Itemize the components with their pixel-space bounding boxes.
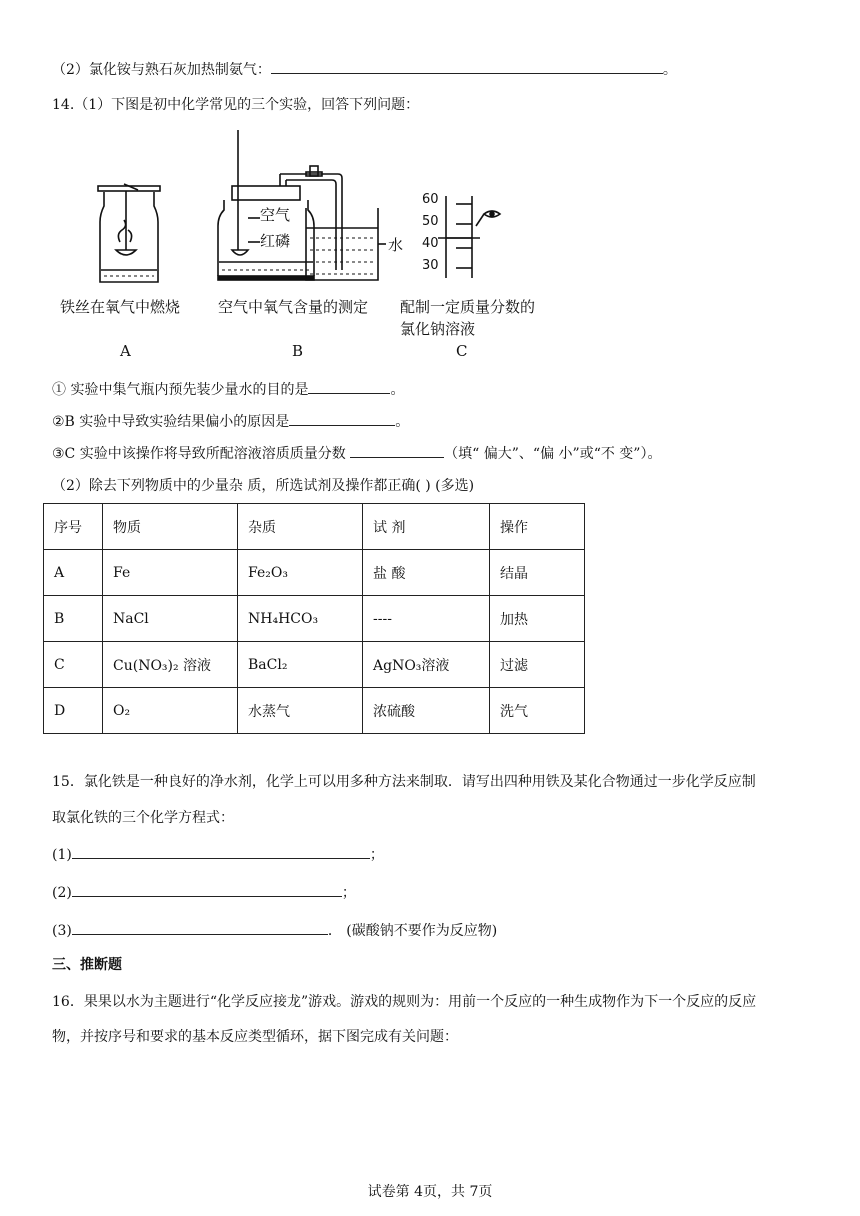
q14-sub1-blank[interactable] — [308, 379, 390, 394]
tick-50: 50 — [422, 214, 439, 229]
q16-line1: 16．果果以水为主题进行“化学反应接龙”游戏。游戏的规则为：用前一个反应的一种生成物作为下一个反应的反应 — [52, 994, 757, 1010]
q15-answer2: (2) ； — [52, 882, 356, 903]
table-cell: 加热 — [490, 596, 585, 642]
table-row — [44, 642, 585, 688]
header-cell: 杂质 — [238, 504, 363, 550]
tick-30: 30 — [422, 258, 439, 273]
tick-60: 60 — [422, 192, 439, 207]
table-cell: Fe — [103, 550, 238, 596]
q16-line2: 物，并按序号和要求的基本反应类型循环，据下图完成有关问题： — [52, 1029, 458, 1045]
table-cell: C — [44, 642, 103, 688]
q14-sub3: ③C 实验中该操作将导致所配溶液溶质质量分数 （填“ 偏大”、“偏 小”或“不 变”）。 — [52, 443, 661, 464]
table-cell: O₂ — [103, 688, 238, 734]
tick-40: 40 — [422, 236, 439, 251]
table-cell: NaCl — [103, 596, 238, 642]
table-cell: Cu(NO₃)₂ 溶液 — [103, 642, 238, 688]
caption-c-line2: 氯化钠溶液 — [400, 320, 476, 338]
q15-answer1-blank[interactable] — [72, 844, 370, 859]
q14-intro: 14.（1）下图是初中化学常见的三个实验，回答下列问题： — [52, 97, 420, 113]
table-cell: AgNO₃溶液 — [363, 642, 490, 688]
q15-answer1: (1) ； — [52, 844, 384, 865]
table-cell: 结晶 — [490, 550, 585, 596]
table-cell: NH₄HCO₃ — [238, 596, 363, 642]
table-header-row — [44, 504, 585, 550]
q14-sub2: ②B 实验中导致实验结果偏小的原因是 。 — [52, 411, 409, 432]
q15-answer2-blank[interactable] — [72, 882, 342, 897]
q13-part2-line: （2）氯化铵与熟石灰加热制氨气： 。 — [52, 59, 677, 80]
label-water: 水 — [388, 236, 404, 254]
impurity-table — [43, 503, 585, 734]
header-cell: 操作 — [490, 504, 585, 550]
q15-answer3: (3) ． (碳酸钠不要作为反应物) — [52, 920, 497, 941]
table-cell: D — [44, 688, 103, 734]
table-cell: 过滤 — [490, 642, 585, 688]
page-footer: 试卷第 4页，共 7页 — [367, 1184, 493, 1200]
table-cell: Fe₂O₃ — [238, 550, 363, 596]
q15-line2: 取氯化铁的三个化学方程式： — [52, 810, 234, 826]
table-cell: 水蒸气 — [238, 688, 363, 734]
table-cell: BaCl₂ — [238, 642, 363, 688]
table-cell: 洗气 — [490, 688, 585, 734]
q14-sub3-blank[interactable] — [350, 443, 444, 458]
letter-b: B — [292, 342, 304, 360]
table-cell: ---- — [363, 596, 490, 642]
label-air: 空气 — [260, 206, 291, 224]
q14-sub2-blank[interactable] — [289, 411, 395, 426]
q14-part2: （2）除去下列物质中的少量杂 质，所选试剂及操作都正确( ) (多选) — [52, 478, 475, 494]
q14-sub1: ① 实验中集气瓶内预先装少量水的目的是 。 — [52, 379, 404, 400]
table-cell: 浓硫酸 — [363, 688, 490, 734]
letter-a: A — [120, 342, 131, 360]
table-cell: A — [44, 550, 103, 596]
q13-answer-blank[interactable] — [271, 59, 663, 74]
label-red-phosphorus: 红磷 — [260, 232, 291, 250]
caption-b: 空气中氧气含量的测定 — [218, 298, 369, 316]
letter-c: C — [456, 342, 468, 360]
table-row — [44, 550, 585, 596]
caption-c-line1: 配制一定质量分数的 — [400, 298, 536, 316]
experiment-figure — [60, 130, 580, 374]
caption-a: 铁丝在氧气中燃烧 — [60, 298, 181, 316]
table-cell: 盐 酸 — [363, 550, 490, 596]
header-cell: 序号 — [44, 504, 103, 550]
table-row — [44, 596, 585, 642]
section-heading: 三、推断题 — [52, 957, 122, 973]
q15-line1: 15．氯化铁是一种良好的净水剂，化学上可以用多种方法来制取．请写出四种用铁及某化合物通过一步化学反应制 — [52, 774, 756, 790]
q15-answer3-blank[interactable] — [72, 920, 328, 935]
table-cell: B — [44, 596, 103, 642]
table-row — [44, 688, 585, 734]
q13-part2-text: （2）氯化铵与熟石灰加热制氨气： — [52, 62, 271, 78]
apparatus-drawing — [60, 130, 580, 370]
header-cell: 试 剂 — [363, 504, 490, 550]
header-cell: 物质 — [103, 504, 238, 550]
